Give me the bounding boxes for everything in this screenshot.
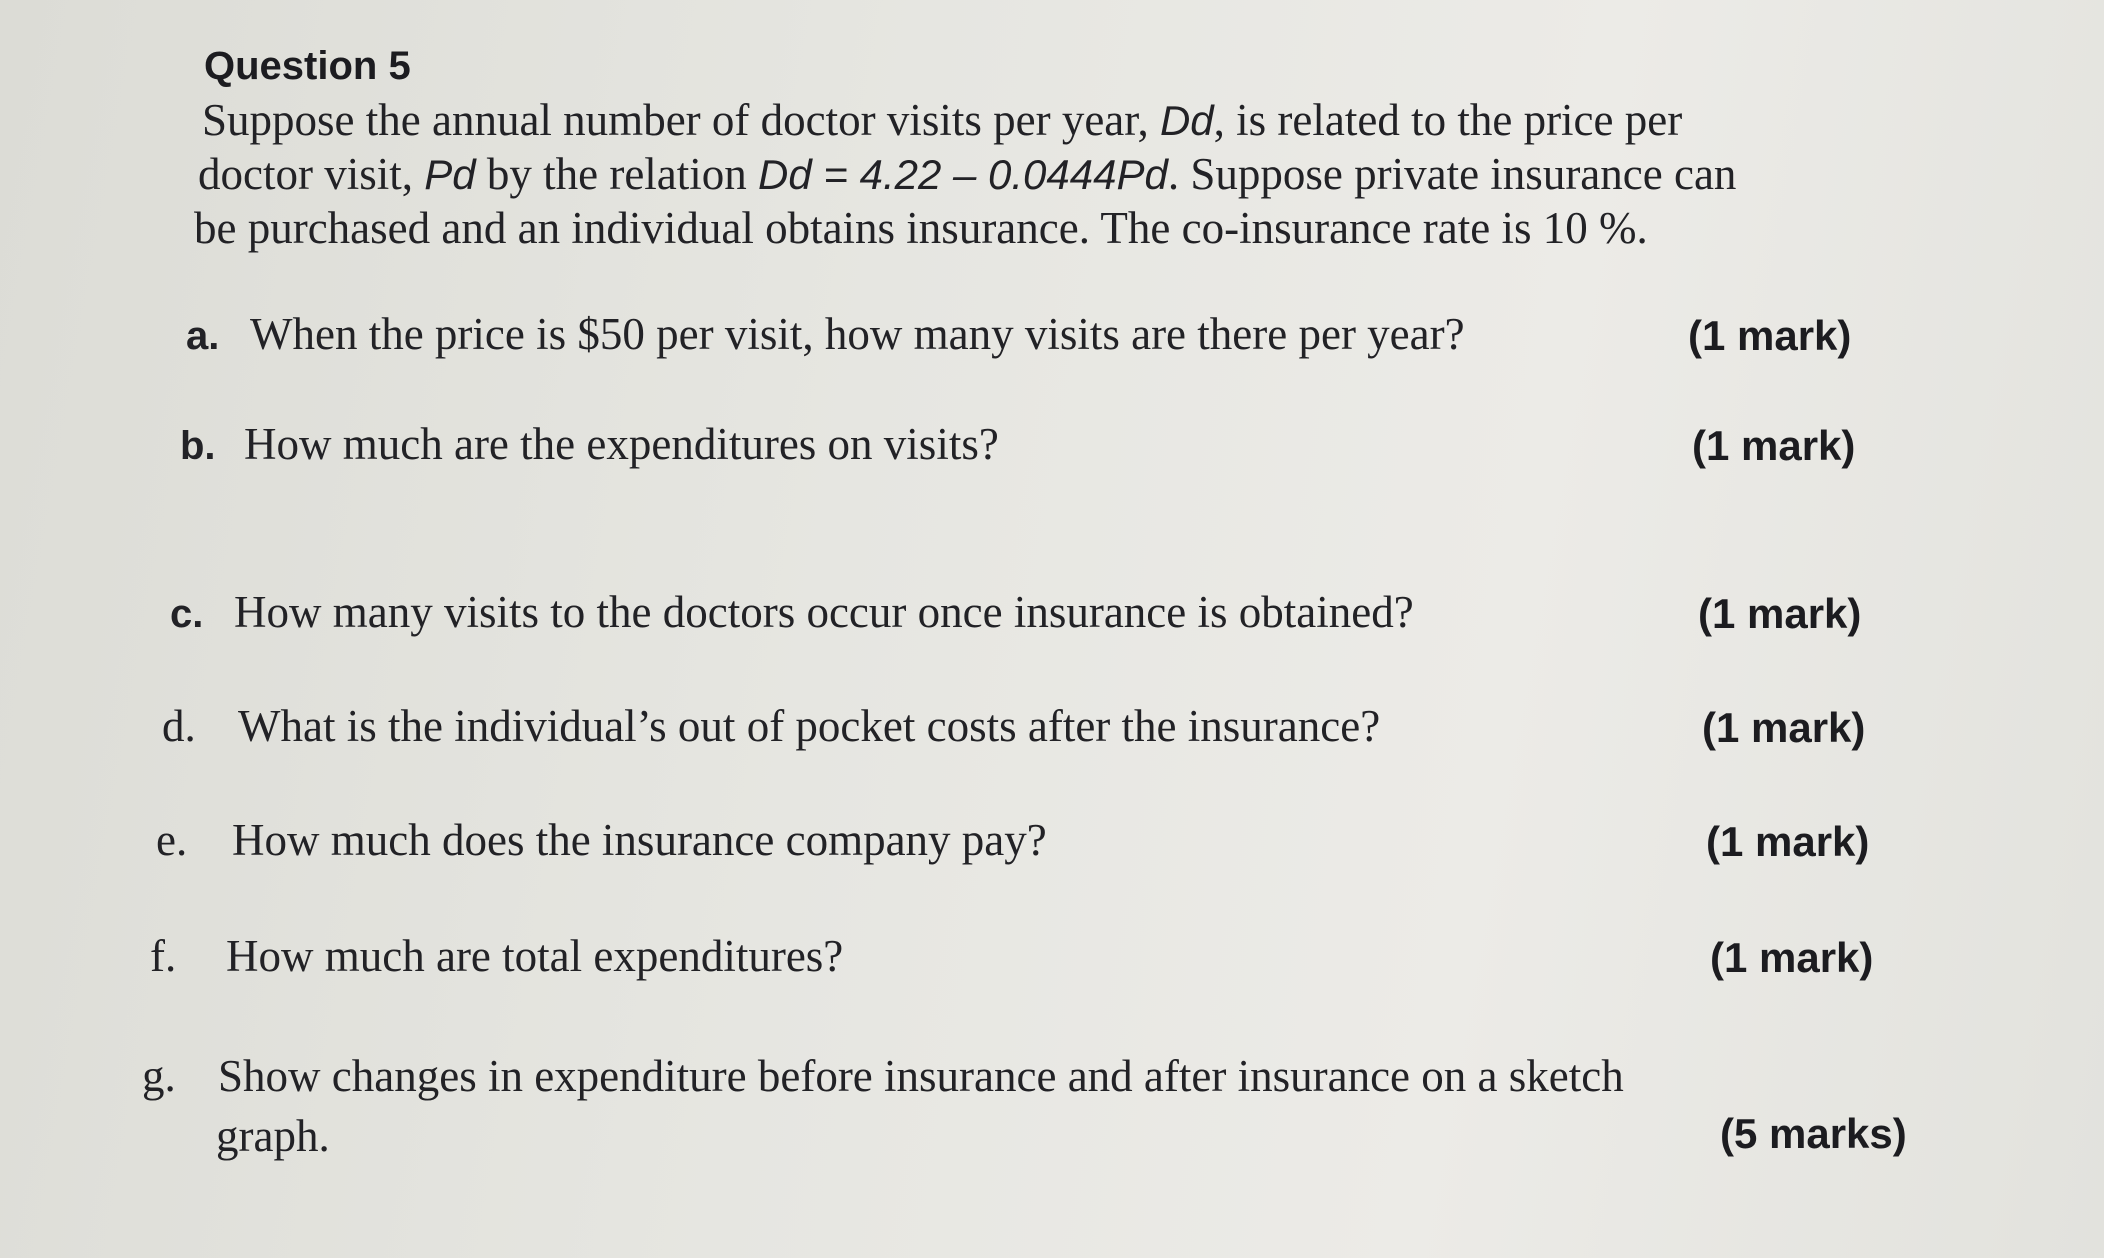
question-item-a	[186, 308, 1465, 360]
item-marks-g: (5 marks)	[1720, 1110, 1907, 1157]
question-item-d	[162, 700, 1380, 752]
intro-text: Suppose the annual number of doctor visits per year,	[202, 95, 1160, 145]
question-item-g-continued	[216, 1110, 330, 1162]
intro-text: , is related to the price per	[1213, 95, 1683, 145]
question-item-c	[170, 586, 1414, 638]
item-marks-b: (1 mark)	[1692, 422, 1856, 469]
item-label: d.	[162, 701, 196, 751]
intro-text: doctor visit,	[198, 149, 425, 199]
intro-line-2	[198, 148, 1736, 200]
intro-text: by the relation	[475, 149, 759, 199]
question-title: Question 5	[204, 44, 411, 88]
item-label: f.	[150, 931, 177, 981]
question-item-e	[156, 814, 1047, 866]
intro-text: . Suppose private insurance can	[1167, 149, 1737, 199]
item-label: c.	[170, 592, 204, 636]
question-item-f	[150, 930, 843, 982]
intro-text: be purchased and an individual obtains insurance. The co-insurance rate is 10 %.	[194, 203, 1648, 253]
item-label: a.	[186, 314, 220, 358]
item-label: b.	[180, 424, 216, 468]
item-text: How much are the expenditures on visits?	[244, 419, 999, 469]
item-text: How much are total expenditures?	[226, 931, 844, 981]
question-item-b	[180, 418, 999, 470]
variable-dd: Dd	[1159, 97, 1214, 144]
item-text: Show changes in expenditure before insurance and after insurance on a sketch	[218, 1051, 1624, 1101]
item-text: When the price is $50 per visit, how many visits are there per year?	[250, 309, 1465, 359]
item-marks-a: (1 mark)	[1688, 312, 1852, 359]
question-item-g	[142, 1050, 1624, 1102]
item-text: What is the individual’s out of pocket costs after the insurance?	[238, 701, 1381, 751]
intro-line-1	[202, 94, 1682, 146]
item-marks-e: (1 mark)	[1706, 818, 1870, 865]
item-marks-f: (1 mark)	[1710, 934, 1874, 981]
variable-pd: Pd	[424, 151, 476, 198]
item-label: g.	[142, 1051, 176, 1101]
item-marks-c: (1 mark)	[1698, 590, 1862, 637]
item-text: How much does the insurance company pay?	[232, 815, 1047, 865]
demand-equation: Dd = 4.22 – 0.0444Pd	[758, 151, 1168, 198]
item-text: How many visits to the doctors occur once insurance is obtained?	[234, 587, 1414, 637]
item-marks-d: (1 mark)	[1702, 704, 1866, 751]
intro-line-3	[194, 202, 1648, 254]
item-text: graph.	[216, 1111, 330, 1161]
item-label: e.	[156, 815, 188, 865]
